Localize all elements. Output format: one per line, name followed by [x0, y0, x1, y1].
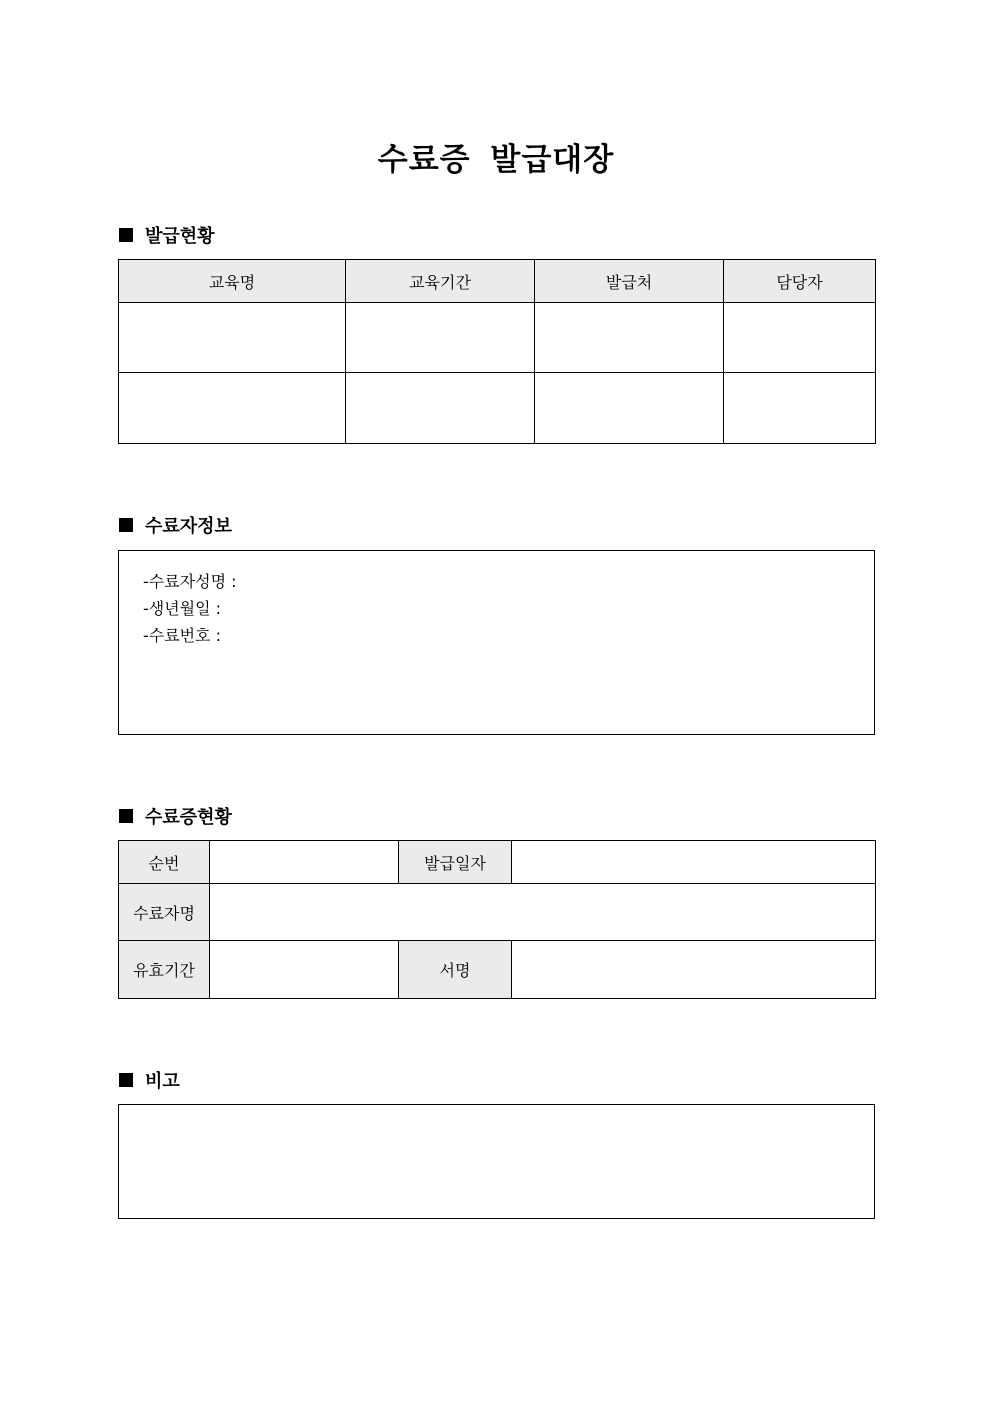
table-row	[119, 941, 876, 999]
certificate-status-table	[118, 840, 876, 999]
issue-date-value-cell[interactable]	[512, 841, 876, 884]
table-row	[119, 303, 876, 373]
table-cell[interactable]	[535, 303, 724, 373]
label-graduate-name: 수료자명	[119, 884, 210, 941]
table-cell[interactable]	[724, 373, 876, 444]
table-cell[interactable]	[724, 303, 876, 373]
graduate-name-value-cell[interactable]	[210, 884, 876, 941]
label-validity: 유효기간	[119, 941, 210, 999]
table-cell[interactable]	[346, 373, 535, 444]
table-row	[119, 841, 876, 884]
table-row	[119, 373, 876, 444]
bullet-square-icon	[119, 518, 133, 532]
section-heading-certificate-status	[119, 803, 232, 829]
bullet-square-icon	[119, 1073, 133, 1087]
column-header-course-name: 교육명	[119, 260, 346, 303]
birth-date-line: -생년월일 :	[143, 599, 222, 618]
column-header-course-period: 교육기간	[346, 260, 535, 303]
signature-value-cell[interactable]	[512, 941, 876, 999]
issuance-table	[118, 259, 876, 444]
validity-value-cell[interactable]	[210, 941, 399, 999]
label-issue-date: 발급일자	[399, 841, 512, 884]
section-heading-issuance	[119, 222, 215, 248]
bullet-square-icon	[119, 809, 133, 823]
section-heading-remarks	[119, 1067, 180, 1093]
table-header-row	[119, 260, 876, 303]
table-cell[interactable]	[535, 373, 724, 444]
table-cell[interactable]	[346, 303, 535, 373]
column-header-manager: 담당자	[724, 260, 876, 303]
label-signature: 서명	[399, 941, 512, 999]
section-heading-graduate-info	[119, 512, 232, 538]
section-title: 수료증현황	[145, 807, 232, 828]
completion-number-line: -수료번호 :	[143, 626, 222, 645]
label-seq: 순번	[119, 841, 210, 884]
section-title: 발급현황	[145, 226, 215, 247]
table-row	[119, 884, 876, 941]
graduate-info-box	[118, 550, 875, 735]
table-cell[interactable]	[119, 303, 346, 373]
document-title: 수료증 발급대장	[377, 142, 615, 178]
bullet-square-icon	[119, 228, 133, 242]
remarks-box[interactable]	[118, 1104, 875, 1219]
column-header-issuer: 발급처	[535, 260, 724, 303]
section-title: 비고	[145, 1071, 180, 1092]
table-cell[interactable]	[119, 373, 346, 444]
section-title: 수료자정보	[145, 516, 232, 537]
graduate-name-line: -수료자성명 :	[143, 572, 237, 591]
seq-value-cell[interactable]	[210, 841, 399, 884]
